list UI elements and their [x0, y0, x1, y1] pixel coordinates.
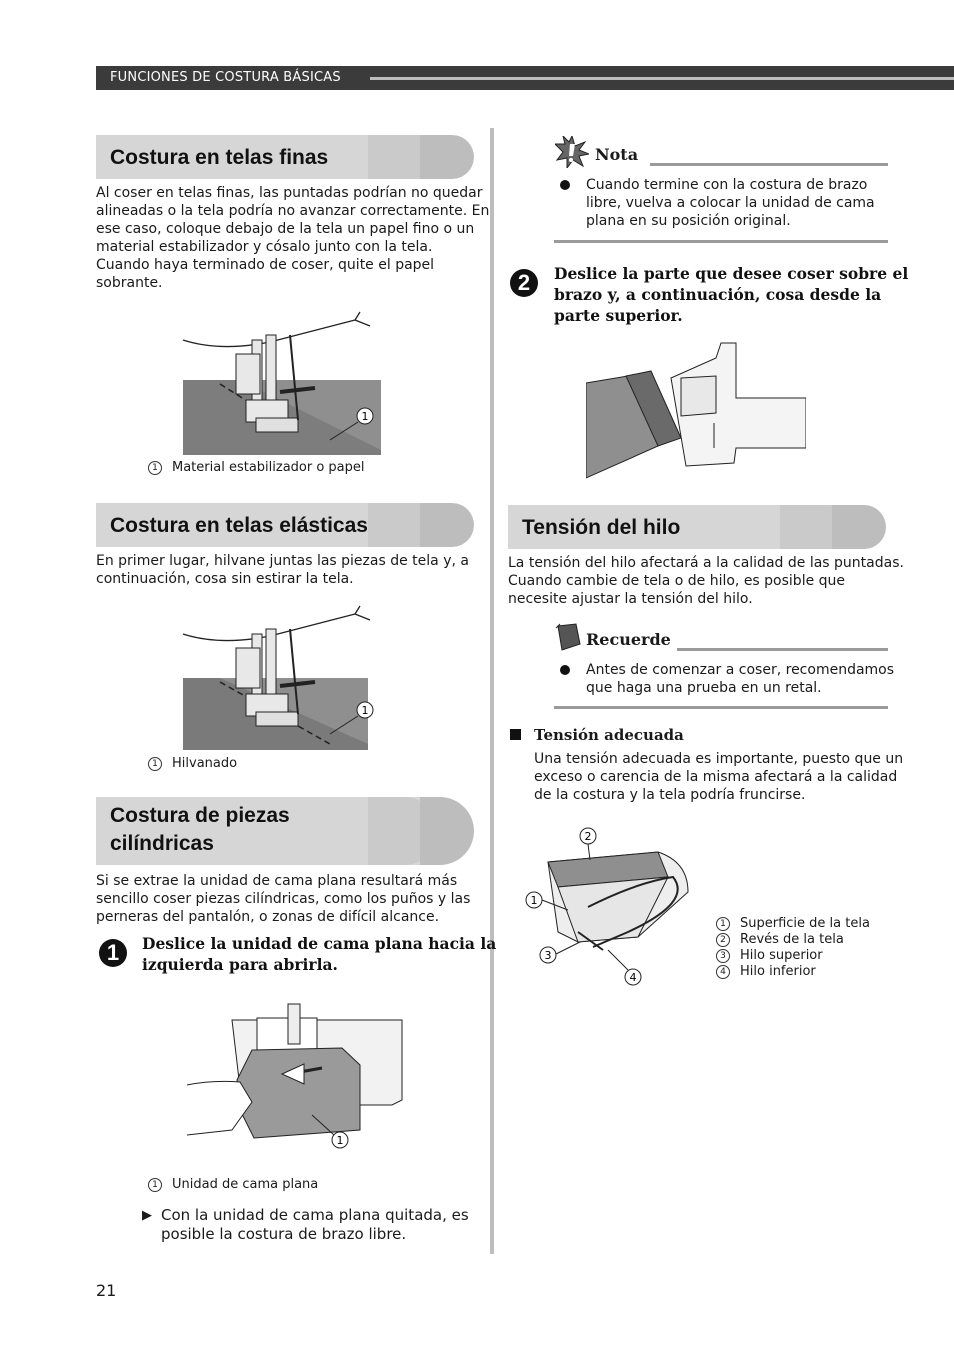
- section-body: Al coser en telas finas, las puntadas podrían no quedar alineadas o la tela podría no avanzar correctamente. En ese caso, coloque debajo de la tela un papel fino o un material estabilizador y cósalo junto con la tela. Cuando haya terminado de coser, quite el papel sobrante.: [96, 185, 490, 291]
- section-title: Tensión del hilo: [522, 516, 681, 539]
- bullet: [560, 180, 570, 190]
- svg-text:4: 4: [629, 971, 637, 984]
- bullet: [560, 665, 570, 675]
- section-body: En primer lugar, hilvane juntas las piezas de tela y, a continuación, cosa sin estirar la tela.: [96, 553, 469, 587]
- note-heading-rule: [650, 163, 888, 166]
- legend-item: 1 Superficie de la tela: [716, 916, 870, 932]
- remember-text: Antes de comenzar a coser, recomendamos que haga una prueba en un retal.: [586, 662, 895, 696]
- legend-item: 2 Revés de la tela: [716, 932, 870, 948]
- svg-text:1: 1: [530, 894, 538, 907]
- sub-heading: Tensión adecuada: [534, 726, 684, 744]
- figure-caption: 1 Material estabilizador o papel: [148, 460, 365, 475]
- figure-caption: 1 Unidad de cama plana: [148, 1177, 318, 1192]
- thin-fabric-illustration: [180, 310, 390, 460]
- remember-heading: Recuerde: [586, 630, 671, 649]
- legend-item: 3 Hilo superior: [716, 948, 870, 964]
- note-heading: Nota: [595, 145, 639, 164]
- section-title-bar: [96, 503, 474, 547]
- thread-tension-diagram: [518, 822, 698, 992]
- section-title-bar: [96, 797, 474, 865]
- column-divider: [490, 128, 494, 1254]
- section-title: Costura en telas elásticas: [110, 514, 368, 537]
- remember-bottom-rule: [554, 706, 888, 709]
- svg-text:2: 2: [584, 830, 592, 843]
- stretch-fabric-illustration: [180, 604, 390, 754]
- section-title: Costura de piezas cilíndricas: [110, 804, 290, 855]
- bell-icon: [554, 622, 582, 652]
- result-arrow-icon: ▶: [142, 1208, 152, 1223]
- svg-text:1: 1: [361, 410, 369, 423]
- section-title-bar: [508, 505, 886, 549]
- legend-item: 4 Hilo inferior: [716, 964, 870, 980]
- section-title-bar: [96, 135, 474, 179]
- svg-text:1: 1: [361, 704, 369, 717]
- note-bottom-rule: [554, 240, 888, 243]
- step-number: 1: [99, 939, 127, 967]
- step-instruction: Deslice la parte que desee coser sobre el brazo y, a continuación, cosa desde la parte superior.: [554, 264, 909, 325]
- header-title: FUNCIONES DE COSTURA BÁSICAS: [110, 70, 341, 85]
- section-title: Costura en telas finas: [110, 146, 329, 169]
- square-bullet-icon: [510, 729, 521, 740]
- note-burst-icon: [555, 136, 589, 168]
- section-body: La tensión del hilo afectará a la calidad de las puntadas. Cuando cambie de tela o de hilo, es posible que necesite ajustar la tensión del hilo.: [508, 555, 904, 607]
- diagram-legend: [716, 916, 870, 980]
- header-rule: [370, 77, 954, 80]
- remember-heading-rule: [677, 648, 888, 651]
- svg-text:1: 1: [336, 1134, 344, 1147]
- result-text: ▶ Con la unidad de cama plana quitada, es posible la costura de brazo libre.: [142, 1206, 469, 1243]
- figure-caption: 1 Hilvanado: [148, 756, 237, 771]
- step-instruction: Deslice la unidad de cama plana hacia la izquierda para abrirla.: [142, 934, 497, 974]
- page-number: 21: [96, 1281, 117, 1300]
- note-text: Cuando termine con la costura de brazo libre, vuelva a colocar la unidad de cama plana en su posición original.: [586, 177, 875, 229]
- flat-bed-removal-illustration: [182, 990, 422, 1150]
- section-body: Si se extrae la unidad de cama plana resultará más sencillo coser piezas cilíndricas, como los puños y las perneras del pantalón, o zonas de difícil alcance.: [96, 873, 471, 925]
- free-arm-sewing-illustration: [586, 338, 806, 480]
- svg-text:3: 3: [544, 949, 552, 962]
- step-number: 2: [510, 269, 538, 297]
- sub-body: Una tensión adecuada es importante, puesto que un exceso o carencia de la misma afectará a la calidad de la costura y la tela podría fruncirse.: [534, 751, 904, 803]
